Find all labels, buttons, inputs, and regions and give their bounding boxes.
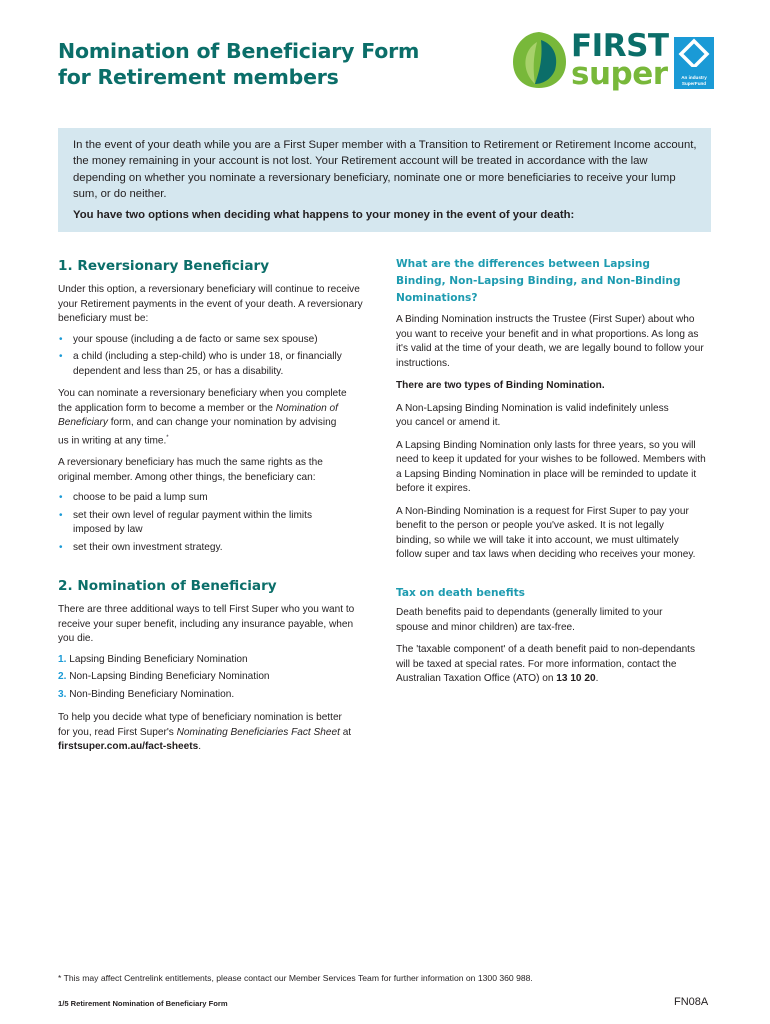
footnote-marker: * [166, 434, 169, 441]
non-binding-paragraph: A Non-Binding Nomination is a request for First Super to pay your benefit to the person or people you've asked. It is not legally binding, so while we will take it into account, we must ultimately follow super and tax laws when deciding who receives your money. [396, 505, 696, 560]
item-text: Non-Binding Beneficiary Nomination. [69, 688, 235, 700]
fact-sheets-link[interactable]: firstsuper.com.au/fact-sheets [58, 741, 199, 752]
intro-panel [58, 128, 711, 232]
page-footer-label: 1/5 Retirement Nomination of Beneficiary Form [58, 999, 228, 1008]
fact-sheet-paragraph [58, 711, 353, 755]
list-item: • choose to be paid a lump sum [58, 491, 374, 506]
nomination-section [58, 577, 358, 755]
differences-heading: What are the differences between Lapsing Binding, Non-Lapsing Binding, and Non-Binding Nominations? [396, 258, 681, 304]
form-code: FN08A [674, 996, 709, 1008]
list-item [58, 688, 358, 703]
list-item [58, 653, 358, 668]
reversionary-rights: A reversionary beneficiary has much the same rights as the original member. Among other things, the beneficiary can: [58, 457, 323, 483]
text-run: at [339, 726, 352, 738]
text-run: You can nominate a reversionary beneficiary when you complete the application form to become a member or the [58, 388, 347, 414]
item-text: Lapsing Binding Beneficiary Nomination [69, 653, 248, 665]
ato-phone-number[interactable]: 13 10 20 [556, 673, 596, 684]
text-run: . [595, 673, 599, 684]
binding-nomination-paragraph: A Binding Nomination instructs the Trustee (First Super) about who you want to receive your benefit and in what proportions. As long as it's valid at the time of your death, we are legally bound to follow your instructions. [396, 314, 704, 369]
intro-bold-line: You have two options when deciding what happens to your money in the event of your death: [73, 209, 575, 221]
beneficiary-rights-list [58, 491, 374, 555]
item-number: 2. [58, 671, 67, 682]
tax-free-paragraph: Death benefits paid to dependants (generally limited to your spouse and minor children) are tax-free. [396, 607, 663, 633]
badge-line-1: An industry [681, 75, 707, 80]
tax-section [396, 585, 708, 687]
title-line-2: for Retirement members [58, 65, 339, 89]
binding-types-heading: There are two types of Binding Nomination. [396, 380, 605, 391]
item-text: Non-Lapsing Binding Beneficiary Nomination [69, 671, 270, 682]
leaf-icon [511, 30, 567, 90]
item-number: 1. [58, 653, 67, 665]
reversionary-how-to [58, 387, 348, 448]
badge-text [674, 75, 714, 86]
tax-heading: Tax on death benefits [396, 587, 525, 599]
differences-section [396, 256, 708, 563]
logo-word-super: super [571, 56, 668, 92]
form-name: Nomination of Beneficiary [58, 402, 338, 428]
lapsing-paragraph: A Lapsing Binding Nomination only lasts for three years, so you will need to keep it updated for your wishes to be followed. Members with a Lapsing Binding Nomination in place will be reminded to update it before it expires. [396, 439, 706, 494]
text-run: To help you decide what type of beneficiary nomination is better for you, read First Super's [58, 712, 342, 738]
text-run: . [198, 741, 202, 752]
text-run: form, and can change your nomination by advising us in writing at any time. [58, 417, 337, 446]
intro-paragraph: In the event of your death while you are a First Super member with a Transition to Retirement or Retirement Income account, the money remaining in your account is not lost. Your Retirement account will be treated in accordance with the law depending on whether you nominate a reversionary beneficiary, nominate one or more beneficiaries to receive your lump sum, or do neither. [73, 139, 697, 200]
reversionary-intro: Under this option, a reversionary beneficiary will continue to receive your Retirement payments in the event of your death. A reversionary beneficiary must be: [58, 284, 363, 324]
list-item: • set their own level of regular payment within the limits imposed by law [58, 509, 313, 538]
reversionary-heading: 1. Reversionary Beneficiary [58, 258, 270, 274]
first-super-logo [511, 30, 716, 96]
industry-fund-badge [674, 37, 714, 89]
item-number: 3. [58, 688, 67, 700]
reversionary-section [58, 257, 374, 555]
text-run: The 'taxable component' of a death benefit paid to non-dependants will be taxed at special rates. For more information, contact the Australian Taxation Office (ATO) on [396, 644, 696, 684]
logo-word-first: FIRST [571, 28, 669, 64]
list-item: • a child (including a step-child) who is under 18, or financially dependent and less than 25, or has a disability. [58, 350, 374, 379]
list-item: • your spouse (including a de facto or same sex spouse) [58, 333, 374, 348]
page-title [58, 38, 419, 90]
nomination-intro: There are three additional ways to tell First Super who you want to receive your super benefit, including any insurance payable, when you die. [58, 604, 355, 644]
badge-line-2: SuperFund [681, 80, 707, 86]
taxable-component-paragraph [396, 643, 708, 687]
title-line-1: Nomination of Beneficiary Form [58, 39, 420, 63]
diamond-icon [674, 37, 714, 67]
list-item [58, 670, 358, 685]
nomination-heading: 2. Nomination of Beneficiary [58, 578, 277, 594]
list-item: • set their own investment strategy. [58, 541, 374, 556]
nomination-types-list [58, 653, 358, 703]
non-lapsing-paragraph: A Non-Lapsing Binding Nomination is valid indefinitely unless you cancel or amend it. [396, 402, 669, 428]
reversionary-eligibility-list [58, 333, 374, 380]
centrelink-footnote: * This may affect Centrelink entitlements, please contact our Member Services Team for further information on 1300 360 988. [58, 973, 533, 983]
fact-sheet-title: Nominating Beneficiaries Fact Sheet [176, 726, 340, 738]
